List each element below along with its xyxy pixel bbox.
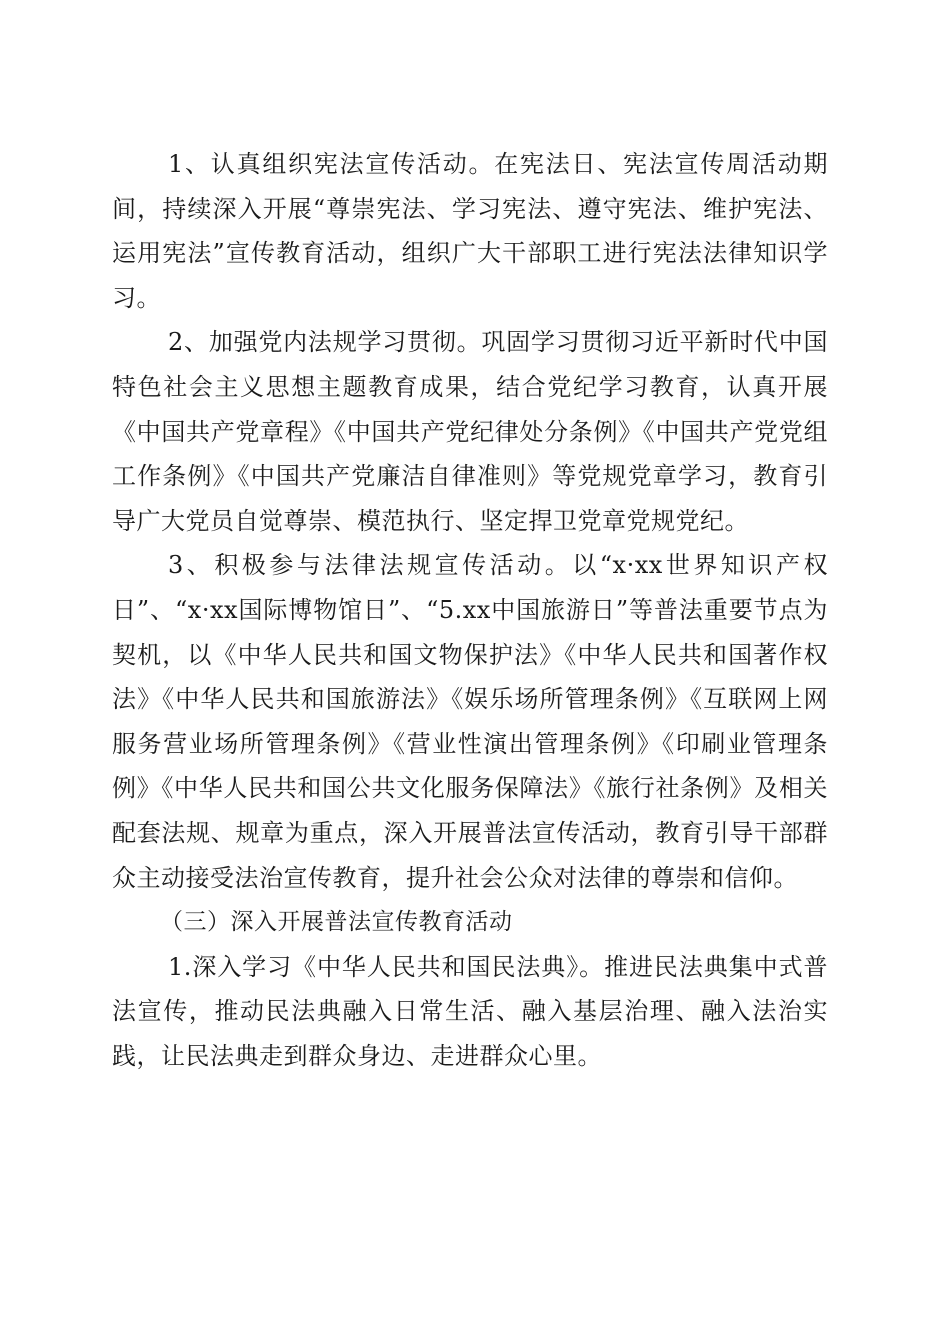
section-heading: （三）深入开展普法宣传教育活动 bbox=[160, 909, 513, 936]
paragraph-law-publicity: 3、积极参与法律法规宣传活动。以“x·xx世界知识产权日”、“x·xx国际博物馆日”、“5.xx中国旅游日”等普法重要节点为契机，以《中华人民共和国文物保护法》《中华人民共和国著作权法》《中华人民共和国旅游法》《娱乐场所管理条例》《互联网上网服务营业场所管理条例》《营业性演出管理条例》《印刷业管理条例》《中华人民共和国公共文化服务保障法》《旅行社条例》及相关配套法规、规章为重点，深入开展普法宣传活动，教育引导干部群众主动接受法治宣传教育，提升社会公众对法律的尊崇和信仰。 bbox=[112, 551, 828, 892]
document-body bbox=[112, 142, 828, 1078]
paragraph-party-regulations: 2、加强党内法规学习贯彻。巩固学习贯彻习近平新时代中国特色社会主义思想主题教育成果，结合党纪学习教育，认真开展《中国共产党章程》《中国共产党纪律处分条例》《中国共产党党组工作条例》《中国共产党廉洁自律准则》等党规党章学习，教育引导广大党员自觉尊崇、模范执行、坚定捍卫党章党规党纪。 bbox=[112, 328, 828, 535]
paragraph-constitution-publicity: 1、认真组织宪法宣传活动。在宪法日、宪法宣传周活动期间，持续深入开展“尊崇宪法、学习宪法、遵守宪法、维护宪法、运用宪法”宣传教育活动，组织广大干部职工进行宪法法律知识学习。 bbox=[112, 150, 828, 312]
paragraph-civil-code: 1.深入学习《中华人民共和国民法典》。推进民法典集中式普法宣传，推动民法典融入日常生活、融入基层治理、融入法治实践，让民法典走到群众身边、走进群众心里。 bbox=[112, 952, 828, 1070]
